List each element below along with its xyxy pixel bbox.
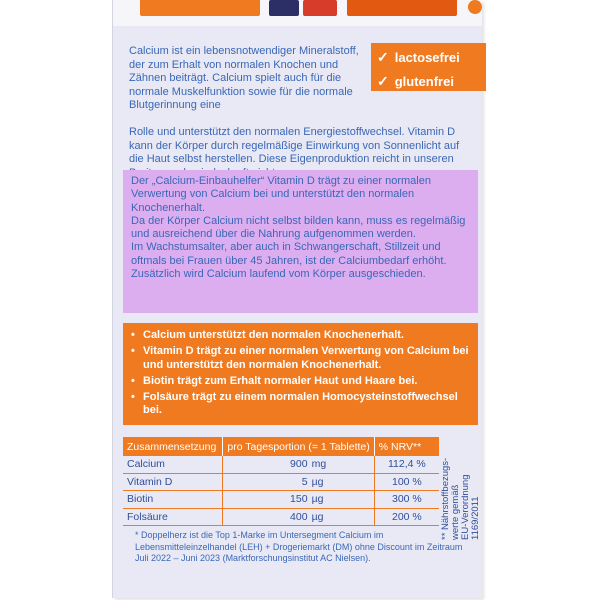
brand-logo-segment bbox=[140, 0, 260, 16]
free-from-badge bbox=[371, 43, 486, 91]
badge-label: lactosefrei bbox=[394, 49, 460, 65]
nutrient-amount-cell bbox=[223, 456, 374, 473]
nutrient-amount: 900 bbox=[290, 458, 308, 471]
nutrient-nrv: 300 % bbox=[374, 491, 439, 509]
product-box-back bbox=[113, 0, 482, 598]
nutrient-unit: mg bbox=[311, 458, 327, 471]
table-row bbox=[123, 456, 439, 473]
brand-logo-segment bbox=[303, 0, 337, 16]
side-note-line: EU-Verordnung bbox=[460, 474, 471, 540]
footnote bbox=[135, 530, 475, 565]
checkmark-icon: ✓ bbox=[377, 48, 389, 65]
nutrient-amount: 5 bbox=[301, 475, 308, 488]
claims-box-orange bbox=[123, 323, 478, 425]
claim-text: Vitamin D trägt zu einer normalen Verwertung von Calcium bei und unterstützt den normalen Knochenerhalt. bbox=[143, 345, 469, 371]
claim-item bbox=[131, 345, 470, 372]
nutrient-unit: µg bbox=[311, 475, 324, 488]
table-row bbox=[123, 473, 439, 491]
nutrient-nrv: 100 % bbox=[374, 473, 439, 491]
nutrient-name: Folsäure bbox=[123, 508, 223, 526]
brand-logo-dot bbox=[468, 0, 482, 14]
brand-logo-segment bbox=[269, 0, 299, 16]
nutrient-name: Calcium bbox=[123, 456, 223, 473]
bullet-icon: • bbox=[131, 374, 135, 387]
nutrient-unit: µg bbox=[311, 510, 324, 523]
badge-item bbox=[377, 71, 486, 91]
nutrient-amount: 150 bbox=[290, 493, 308, 506]
nutrient-amount-cell bbox=[223, 491, 374, 509]
table-header: % NRV** bbox=[374, 437, 439, 456]
nutrient-nrv: 200 % bbox=[374, 508, 439, 526]
nutrient-amount: 400 bbox=[290, 510, 308, 523]
nutrient-nrv: 112,4 % bbox=[374, 456, 439, 473]
nutrient-amount-cell bbox=[223, 508, 374, 526]
bullet-icon: • bbox=[131, 345, 135, 358]
nutrition-table bbox=[123, 437, 439, 526]
claim-item bbox=[131, 391, 470, 418]
nutrient-name: Biotin bbox=[123, 491, 223, 509]
side-note-line: ** Nährstoffbezugs- bbox=[440, 457, 451, 540]
table-header: pro Tagesportion (= 1 Tablette) bbox=[223, 437, 374, 456]
info-paragraph: Im Wachstumsalter, aber auch in Schwangerschaft, Stillzeit und oftmals bei Frauen über 45 Jahren, ist der Calciumbedarf erhöht. Zusätzlich wird Calcium laufend vom Körper ausgeschieden. bbox=[131, 241, 447, 281]
upside-down-brand-logo bbox=[113, 0, 482, 20]
info-box-purple bbox=[123, 170, 478, 313]
box-top-flap bbox=[113, 0, 482, 26]
claim-text: Folsäure trägt zu einem normalen Homocysteinstoffwechsel bei. bbox=[143, 391, 458, 417]
intro-text-narrow: Calcium ist ein lebensnotwendiger Mineralstoff, der zum Erhalt von normalen Knochen und Zähnen beiträgt. Calcium spielt auch für die normale Muskelfunktion sowie für die normale Blutgerinnung eine bbox=[129, 45, 359, 111]
footnote-text: * Doppelherz ist die Top 1-Marke im Untersegment Calcium im Lebensmitteleinzelhandel (LEH) + Drogeriemarkt (DM) ohne Discount im Zeitraum Juli 2022 – Juni 2023 (Marktforschungsinstitut AC Nielsen). bbox=[135, 530, 463, 563]
side-note-line: werte gemäß bbox=[450, 484, 461, 540]
intro-text-wide: Rolle und unterstützt den normalen Energiestoffwechsel. Vitamin D kann der Körper durch regelmäßige Einwirkung von Sonnenlicht auf die Haut selbst herstellen. Diese Eigenproduktion reicht in unseren bbox=[129, 126, 460, 165]
checkmark-icon: ✓ bbox=[377, 72, 389, 89]
nrv-side-note-text bbox=[441, 440, 481, 540]
claim-item bbox=[131, 329, 470, 342]
badge-item bbox=[377, 47, 486, 67]
claim-item bbox=[131, 375, 470, 388]
badge-label: glutenfrei bbox=[394, 73, 454, 89]
info-paragraph: Der „Calcium-Einbauhelfer“ Vitamin D trägt zu einer normalen Verwertung von Calcium bei und unterstützt den normalen Knochenerhalt. bbox=[131, 175, 431, 214]
brand-logo-segment bbox=[347, 0, 457, 16]
table-header-row bbox=[123, 437, 439, 456]
bullet-icon: • bbox=[131, 391, 135, 404]
table-header: Zusammensetzung bbox=[123, 437, 223, 456]
bullet-icon: • bbox=[131, 329, 135, 341]
info-paragraph: Da der Körper Calcium nicht selbst bilden kann, muss es regelmäßig und ausreichend über die Nahrung aufgenommen werden. bbox=[131, 214, 466, 241]
claim-text: Calcium unterstützt den normalen Knochenerhalt. bbox=[143, 329, 404, 341]
table-row bbox=[123, 491, 439, 509]
nutrient-amount-cell bbox=[223, 473, 374, 491]
table-row bbox=[123, 508, 439, 526]
nutrient-unit: µg bbox=[311, 493, 324, 506]
nrv-side-note bbox=[440, 440, 481, 540]
claim-text: Biotin trägt zum Erhalt normaler Haut und Haare bei. bbox=[143, 374, 418, 387]
nutrient-name: Vitamin D bbox=[123, 473, 223, 491]
side-note-line: 1169/2011 bbox=[470, 496, 481, 540]
